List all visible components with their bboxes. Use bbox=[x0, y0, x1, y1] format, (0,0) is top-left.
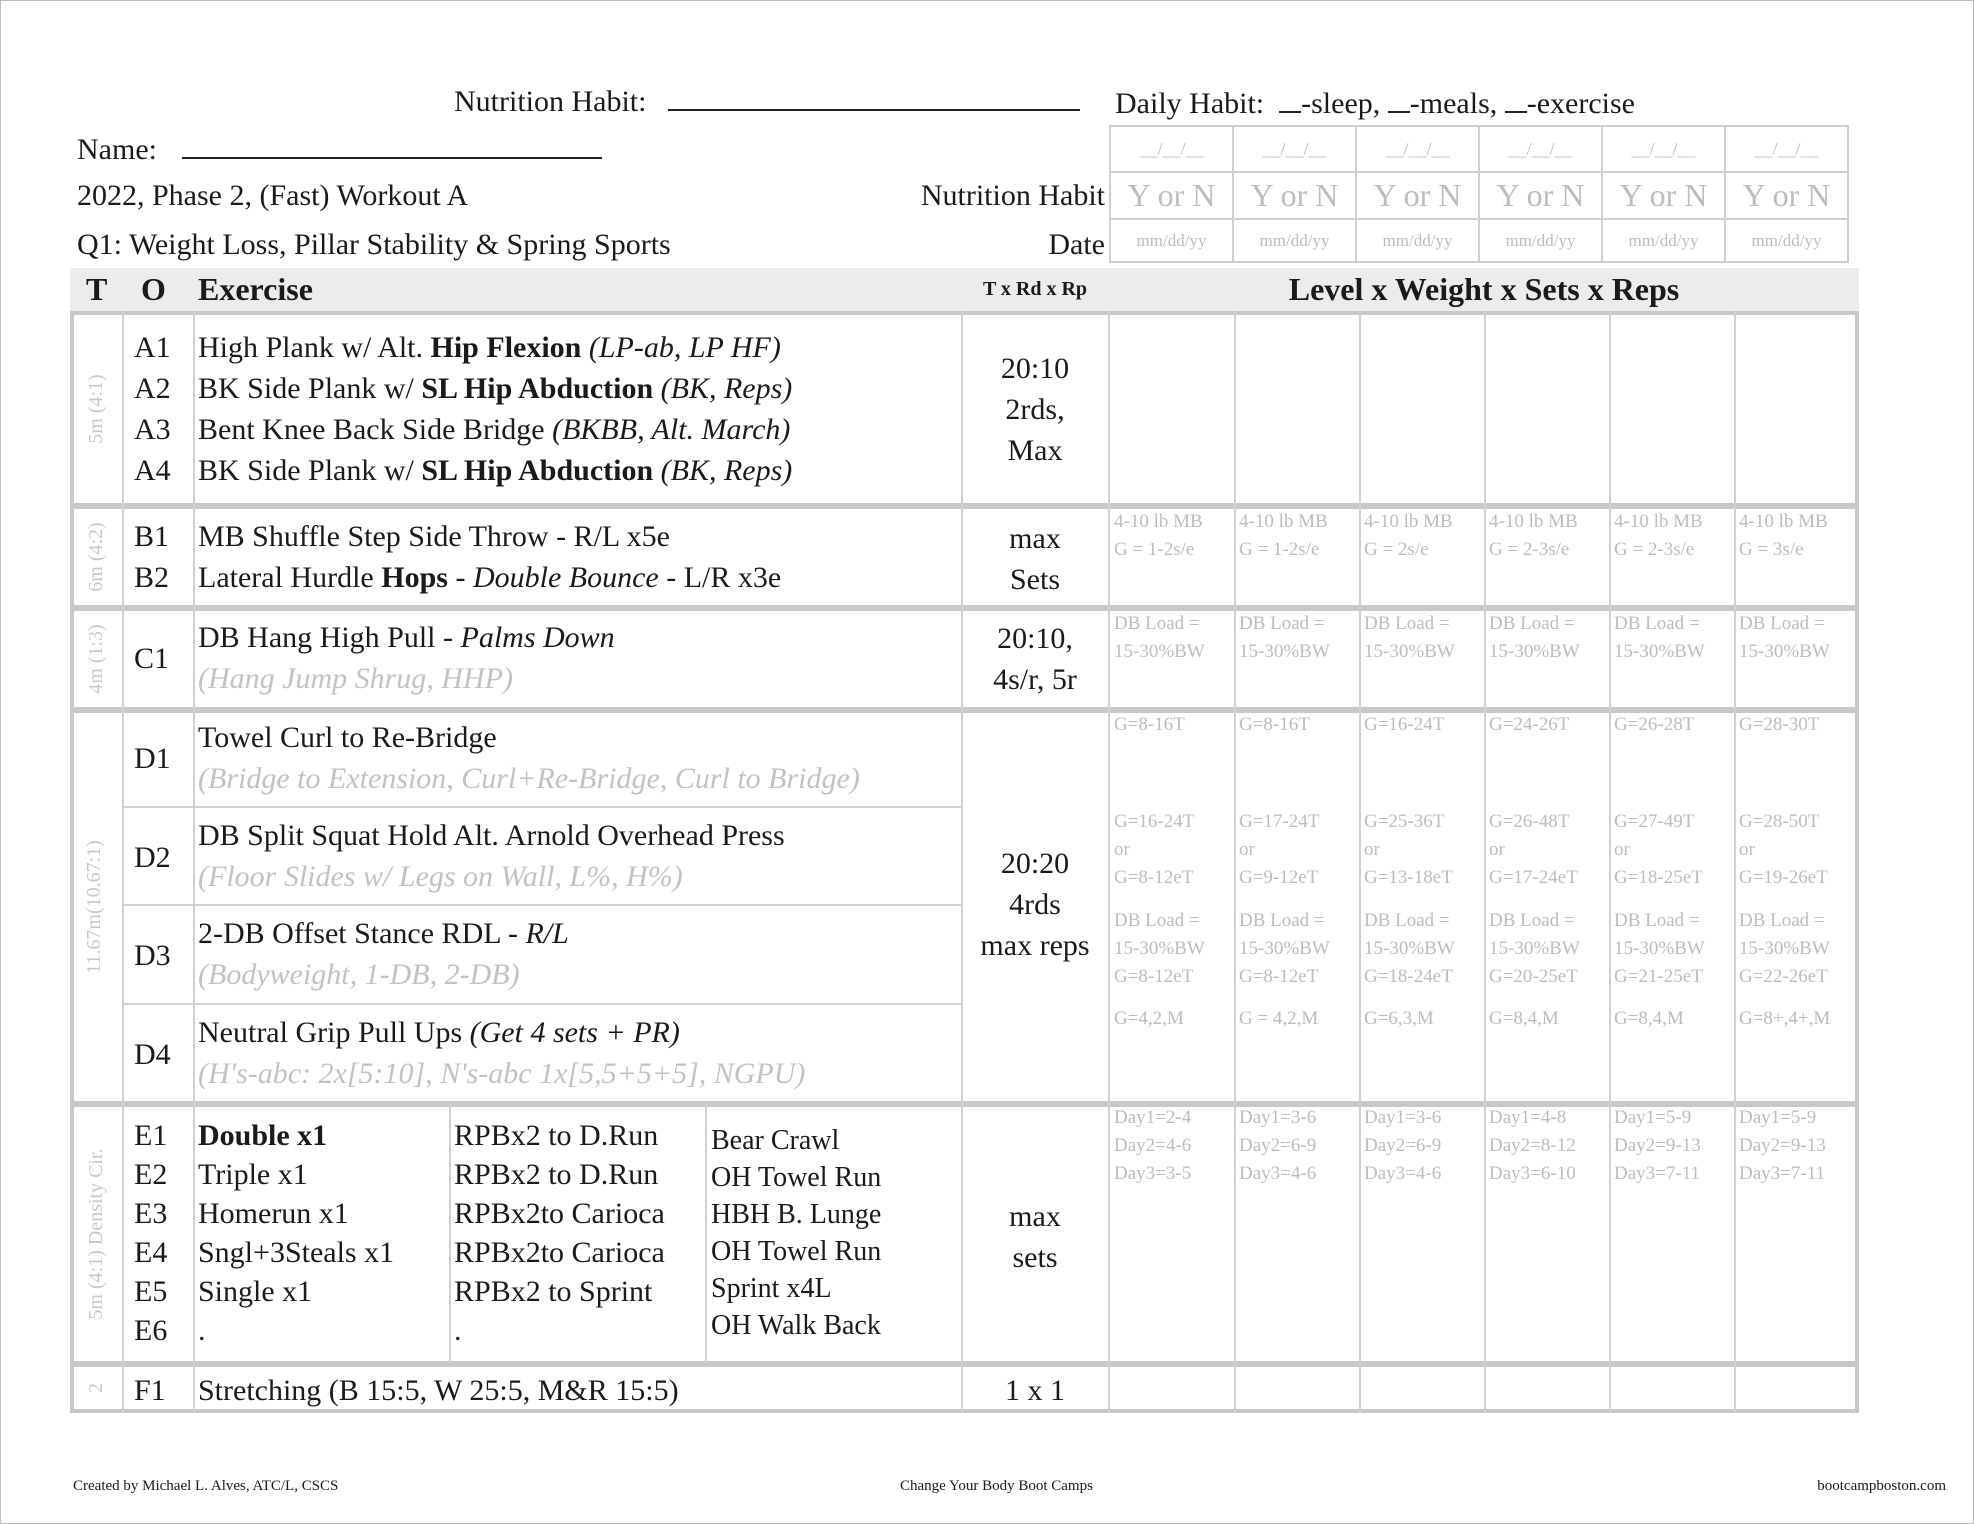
divider bbox=[1609, 505, 1611, 609]
exercise-code: D2 bbox=[134, 841, 171, 874]
divider bbox=[1359, 1363, 1361, 1413]
exercise-code: A2 bbox=[134, 372, 171, 405]
nutrition-habit-line bbox=[454, 84, 1080, 120]
block-a-codes bbox=[134, 327, 171, 491]
param-line: max bbox=[1009, 522, 1061, 555]
tracking-note: 4-10 lb MB G = 2s/e bbox=[1364, 511, 1453, 560]
divider bbox=[1108, 1103, 1110, 1365]
divider bbox=[1234, 311, 1236, 507]
divider bbox=[193, 709, 195, 1105]
exercise-code: E1 bbox=[134, 1119, 168, 1152]
param-line: sets bbox=[1012, 1241, 1058, 1274]
quarter-focus: Q1: Weight Loss, Pillar Stability & Spring Sports bbox=[77, 228, 671, 261]
divider bbox=[1359, 1103, 1361, 1365]
divider bbox=[1108, 505, 1110, 609]
param-line: Sets bbox=[1009, 563, 1060, 596]
exercise-code: D4 bbox=[134, 1038, 171, 1071]
tracking-note: G=4,2,M bbox=[1114, 1008, 1184, 1029]
tracking-note: 4-10 lb MB G = 3s/e bbox=[1739, 511, 1828, 560]
exercise-d1: Towel Curl to Re-Bridge (Bridge to Extension, Curl+Re-Bridge, Curl to Bridge) bbox=[198, 721, 860, 795]
exercise-code: D1 bbox=[134, 742, 171, 775]
daily-habit-line bbox=[1115, 86, 1635, 122]
tracking-note: G=26-48T or G=17-24eT bbox=[1489, 811, 1578, 888]
nutrition-habit-row-label: Nutrition Habit bbox=[920, 179, 1105, 212]
divider bbox=[1484, 1103, 1486, 1365]
session-tracking-grid bbox=[1109, 125, 1849, 263]
block-e-col1 bbox=[198, 1116, 394, 1350]
divider bbox=[1359, 505, 1361, 609]
param-line: 20:10, bbox=[997, 622, 1073, 655]
tracking-note: 4-10 lb MB G = 2-3s/e bbox=[1614, 511, 1703, 560]
tracking-note: G=17-24T or G=9-12eT bbox=[1239, 811, 1320, 888]
circuit-item: Double x1 bbox=[198, 1119, 328, 1152]
tracking-note: G = 4,2,M bbox=[1239, 1008, 1319, 1029]
divider bbox=[1609, 709, 1611, 1105]
circuit-item: RPBx2to Carioca bbox=[454, 1197, 665, 1230]
circuit-item: Sprint x4L bbox=[711, 1273, 832, 1304]
block-f-time: 2 bbox=[85, 1383, 107, 1393]
tracking-note: G=28-50T or G=19-26eT bbox=[1739, 811, 1828, 888]
exercise-code: A1 bbox=[134, 331, 171, 364]
divider bbox=[1734, 311, 1736, 507]
nutrition-yn-cell[interactable]: Y or N bbox=[1233, 172, 1356, 219]
divider bbox=[1359, 709, 1361, 1105]
exercise-code: B2 bbox=[134, 561, 170, 594]
divider bbox=[1609, 311, 1611, 507]
sleep-label: -sleep, bbox=[1301, 87, 1381, 120]
exercise-c1-sub: (Hang Jump Shrug, HHP) bbox=[198, 662, 513, 695]
col-header-tracking: Level x Weight x Sets x Reps bbox=[1288, 271, 1680, 307]
exercise-code: C1 bbox=[134, 642, 170, 675]
date-cell[interactable]: mm/dd/yy bbox=[1110, 219, 1233, 262]
exercise-code: D3 bbox=[134, 939, 171, 972]
exercise-d2: DB Split Squat Hold Alt. Arnold Overhead Press (Floor Slides w/ Legs on Wall, L%, H%) bbox=[198, 819, 785, 893]
circuit-item: HBH B. Lunge bbox=[711, 1199, 882, 1230]
tracking-note: DB Load = 15-30%BW G=8-12eT bbox=[1239, 910, 1330, 987]
tracking-note: Day1=2-4 Day2=4-6 Day3=3-5 bbox=[1114, 1107, 1192, 1184]
tracking-note: DB Load = 15-30%BW G=8-12eT bbox=[1114, 910, 1205, 987]
nutrition-habit-label: Nutrition Habit: bbox=[454, 85, 647, 118]
divider bbox=[1734, 505, 1736, 609]
divider bbox=[1609, 607, 1611, 711]
divider bbox=[1234, 709, 1236, 1105]
tracking-note: 4-10 lb MB G = 2-3s/e bbox=[1489, 511, 1578, 560]
tracking-note: DB Load = 15-30%BW bbox=[1614, 613, 1705, 662]
circuit-item: Homerun x1 bbox=[198, 1197, 349, 1230]
exercise-code: E6 bbox=[134, 1314, 168, 1347]
divider bbox=[122, 806, 962, 808]
date-cell[interactable]: mm/dd/yy bbox=[1356, 219, 1479, 262]
divider bbox=[193, 607, 195, 711]
block-b-exercises bbox=[198, 516, 781, 598]
divider bbox=[193, 505, 195, 609]
circuit-item: RPBx2 to D.Run bbox=[454, 1119, 659, 1152]
divider bbox=[1734, 1103, 1736, 1365]
date-row-label: Date bbox=[1048, 228, 1105, 261]
tracking-note: Day1=3-6 Day2=6-9 Day3=4-6 bbox=[1364, 1107, 1442, 1184]
divider bbox=[122, 709, 124, 1105]
block-c-time: 4m (1:3) bbox=[85, 624, 107, 694]
tracking-note: Day1=4-8 Day2=8-12 Day3=6-10 bbox=[1489, 1107, 1576, 1184]
param-line: max bbox=[1009, 1200, 1061, 1233]
block-e-col2 bbox=[454, 1116, 665, 1350]
circuit-item: Sngl+3Steals x1 bbox=[198, 1236, 395, 1269]
divider bbox=[122, 904, 962, 906]
session-slot[interactable]: __/__/__ bbox=[1110, 126, 1233, 172]
tracking-note: Day1=3-6 Day2=6-9 Day3=4-6 bbox=[1239, 1107, 1317, 1184]
tracking-note: DB Load = 15-30%BW bbox=[1114, 613, 1205, 662]
tracking-note: G=24-26T bbox=[1489, 714, 1570, 735]
divider bbox=[1484, 607, 1486, 711]
tracking-note: 4-10 lb MB G = 1-2s/e bbox=[1114, 511, 1203, 560]
divider bbox=[1484, 311, 1486, 507]
exercise-code: E2 bbox=[134, 1158, 168, 1191]
divider bbox=[1609, 1103, 1611, 1365]
divider bbox=[1108, 709, 1110, 1105]
divider bbox=[122, 311, 124, 507]
divider bbox=[122, 505, 124, 609]
sleep-blank[interactable] bbox=[1279, 91, 1301, 113]
tracking-note: G=8-16T bbox=[1239, 714, 1310, 735]
tracking-note: DB Load = 15-30%BW G=22-26eT bbox=[1739, 910, 1830, 987]
divider bbox=[1108, 607, 1110, 711]
param-line: 4rds bbox=[1009, 888, 1061, 921]
divider bbox=[1484, 709, 1486, 1105]
param-line: max reps bbox=[980, 929, 1090, 962]
tracking-note: DB Load = 15-30%BW bbox=[1489, 613, 1580, 662]
exercise-b2: Lateral Hurdle Hops - Double Bounce - L/R x3e bbox=[198, 561, 782, 594]
nutrition-yn-cell[interactable]: Y or N bbox=[1725, 172, 1848, 219]
name-label: Name: bbox=[77, 133, 157, 166]
param-line: 2rds, bbox=[1005, 393, 1065, 426]
circuit-item: RPBx2to Carioca bbox=[454, 1236, 665, 1269]
exercise-b1: MB Shuffle Step Side Throw - R/L x5e bbox=[198, 520, 670, 553]
divider bbox=[1359, 311, 1361, 507]
tracking-note: G=8+,4+,M bbox=[1739, 1008, 1831, 1029]
block-e-time: 5m (4:1) Density Cir. bbox=[85, 1148, 107, 1320]
divider bbox=[449, 1103, 451, 1365]
divider bbox=[1484, 505, 1486, 609]
param-line: 20:20 bbox=[1000, 847, 1070, 880]
tracking-note: Day1=5-9 Day2=9-13 Day3=7-11 bbox=[1614, 1107, 1701, 1184]
block-d-params bbox=[962, 843, 1108, 966]
tracking-note: G=16-24T bbox=[1364, 714, 1445, 735]
block-c-params bbox=[962, 618, 1108, 700]
divider bbox=[1234, 607, 1236, 711]
block-e-col3 bbox=[711, 1122, 881, 1344]
block-f-params: 1 x 1 bbox=[1005, 1374, 1065, 1407]
divider bbox=[705, 1103, 707, 1365]
block-d-time: 11.67m(10.67:1) bbox=[83, 840, 105, 974]
tracking-note: DB Load = 15-30%BW G=20-25eT bbox=[1489, 910, 1580, 987]
divider bbox=[122, 1363, 124, 1413]
block-e-codes bbox=[134, 1116, 167, 1350]
tracking-note: G=25-36T or G=13-18eT bbox=[1364, 811, 1453, 888]
tracking-note: DB Load = 15-30%BW bbox=[1239, 613, 1330, 662]
divider bbox=[122, 1103, 124, 1365]
tracking-note: G=28-30T bbox=[1739, 714, 1820, 735]
session-slot[interactable]: __/__/__ bbox=[1479, 126, 1602, 172]
circuit-item: . bbox=[198, 1314, 206, 1347]
divider bbox=[1234, 1103, 1236, 1365]
divider bbox=[1108, 311, 1110, 507]
date-cell[interactable]: mm/dd/yy bbox=[1725, 219, 1848, 262]
divider bbox=[1609, 1363, 1611, 1413]
divider bbox=[1734, 607, 1736, 711]
exercise-a4: BK Side Plank w/ SL Hip Abduction (BK, Reps) bbox=[198, 454, 793, 487]
circuit-item: Bear Crawl bbox=[711, 1125, 840, 1156]
col-header-exercise: Exercise bbox=[198, 271, 313, 307]
exercise-f1: Stretching (B 15:5, W 25:5, M&R 15:5) bbox=[198, 1374, 679, 1407]
exercise-code: E4 bbox=[134, 1236, 168, 1269]
tracking-note: G=16-24T or G=8-12eT bbox=[1114, 811, 1195, 888]
meals-blank[interactable] bbox=[1388, 91, 1410, 113]
circuit-item: Single x1 bbox=[198, 1275, 313, 1308]
divider bbox=[1484, 1363, 1486, 1413]
block-a-params bbox=[962, 348, 1108, 471]
divider bbox=[1234, 505, 1236, 609]
tracking-note: G=8,4,M bbox=[1614, 1008, 1684, 1029]
session-slot[interactable]: __/__/__ bbox=[1233, 126, 1356, 172]
exercise-a2: BK Side Plank w/ SL Hip Abduction (BK, Reps) bbox=[198, 372, 793, 405]
name-field[interactable] bbox=[182, 133, 602, 159]
session-slot[interactable]: __/__/__ bbox=[1725, 126, 1848, 172]
circuit-item: RPBx2 to D.Run bbox=[454, 1158, 659, 1191]
session-slot[interactable]: __/__/__ bbox=[1602, 126, 1725, 172]
exercise-code: E3 bbox=[134, 1197, 168, 1230]
date-cell[interactable]: mm/dd/yy bbox=[1233, 219, 1356, 262]
daily-habit-label: Daily Habit: bbox=[1115, 87, 1265, 120]
divider bbox=[1734, 1363, 1736, 1413]
block-a-time: 5m (4:1) bbox=[85, 374, 107, 444]
circuit-item: . bbox=[454, 1314, 462, 1347]
circuit-item: Triple x1 bbox=[198, 1158, 308, 1191]
tracking-note: Day1=5-9 Day2=9-13 Day3=7-11 bbox=[1739, 1107, 1826, 1184]
tracking-note: DB Load = 15-30%BW G=18-24eT bbox=[1364, 910, 1455, 987]
param-line: 20:10 bbox=[1000, 352, 1070, 385]
exercise-code: E5 bbox=[134, 1275, 168, 1308]
divider bbox=[1234, 1363, 1236, 1413]
exercise-a1: High Plank w/ Alt. Hip Flexion (LP-ab, LP HF) bbox=[198, 331, 781, 364]
block-c-exercises bbox=[198, 617, 615, 699]
nutrition-yn-cell[interactable]: Y or N bbox=[1602, 172, 1725, 219]
footer-brand: Change Your Body Boot Camps bbox=[900, 1478, 1093, 1494]
exercise-code: B1 bbox=[134, 520, 170, 553]
tracking-note: G=6,3,M bbox=[1364, 1008, 1434, 1029]
exercise-d3: 2-DB Offset Stance RDL - R/L (Bodyweight, 1-DB, 2-DB) bbox=[198, 917, 569, 991]
param-line: 4s/r, 5r bbox=[993, 663, 1077, 696]
exercise-code: A3 bbox=[134, 413, 171, 446]
exercise-a3: Bent Knee Back Side Bridge (BKBB, Alt. March) bbox=[198, 413, 791, 446]
exercise-d4: Neutral Grip Pull Ups (Get 4 sets + PR) (H's-abc: 2x[5:10], N's-abc 1x[5,5+5+5], NGPU) bbox=[198, 1016, 806, 1090]
tracking-note: DB Load = 15-30%BW bbox=[1739, 613, 1830, 662]
divider bbox=[1734, 709, 1736, 1105]
exercise-code: A4 bbox=[134, 454, 171, 487]
col-header-o: O bbox=[141, 271, 166, 307]
divider bbox=[122, 1003, 962, 1005]
block-a-exercises bbox=[198, 327, 792, 491]
footer-website[interactable]: bootcampboston.com bbox=[1817, 1478, 1946, 1494]
tracking-note: G=26-28T bbox=[1614, 714, 1695, 735]
tracking-note: G=8,4,M bbox=[1489, 1008, 1559, 1029]
divider bbox=[193, 1363, 195, 1413]
meals-label: -meals, bbox=[1409, 87, 1498, 120]
exercise-code: F1 bbox=[134, 1374, 166, 1407]
block-b-params bbox=[962, 518, 1108, 600]
name-line bbox=[77, 132, 602, 168]
block-b-codes bbox=[134, 516, 169, 598]
divider bbox=[1359, 607, 1361, 711]
divider bbox=[193, 311, 195, 507]
nutrition-yn-cell[interactable]: Y or N bbox=[1356, 172, 1479, 219]
nutrition-yn-cell[interactable]: Y or N bbox=[1479, 172, 1602, 219]
divider bbox=[122, 607, 124, 711]
date-cell[interactable]: mm/dd/yy bbox=[1602, 219, 1725, 262]
footer-credit: Created by Michael L. Alves, ATC/L, CSCS bbox=[73, 1478, 339, 1494]
block-b-time: 6m (4:2) bbox=[85, 522, 107, 592]
tracking-note: DB Load = 15-30%BW G=21-25eT bbox=[1614, 910, 1705, 987]
tracking-note: G=27-49T or G=18-25eT bbox=[1614, 811, 1703, 888]
tracking-note: G=8-16T bbox=[1114, 714, 1185, 735]
divider bbox=[193, 1103, 195, 1365]
nutrition-yn-cell[interactable]: Y or N bbox=[1110, 172, 1233, 219]
workout-title: 2022, Phase 2, (Fast) Workout A bbox=[77, 179, 469, 212]
exercise-c1: DB Hang High Pull - Palms Down bbox=[198, 621, 615, 654]
circuit-item: OH Walk Back bbox=[711, 1310, 881, 1341]
session-slot[interactable]: __/__/__ bbox=[1356, 126, 1479, 172]
col-header-params: T x Rd x Rp bbox=[982, 278, 1088, 300]
circuit-item: OH Towel Run bbox=[711, 1236, 882, 1267]
tracking-note: 4-10 lb MB G = 1-2s/e bbox=[1239, 511, 1328, 560]
circuit-item: RPBx2 to Sprint bbox=[454, 1275, 653, 1308]
exercise-blank[interactable] bbox=[1505, 91, 1527, 113]
block-e-params bbox=[962, 1196, 1108, 1278]
col-header-t: T bbox=[86, 271, 108, 307]
tracking-note: DB Load = 15-30%BW bbox=[1364, 613, 1455, 662]
nutrition-habit-field[interactable] bbox=[668, 85, 1080, 111]
param-line: Max bbox=[1007, 434, 1063, 467]
divider bbox=[1108, 1363, 1110, 1413]
exercise-label: -exercise bbox=[1526, 87, 1636, 120]
date-cell[interactable]: mm/dd/yy bbox=[1479, 219, 1602, 262]
circuit-item: OH Towel Run bbox=[711, 1162, 882, 1193]
